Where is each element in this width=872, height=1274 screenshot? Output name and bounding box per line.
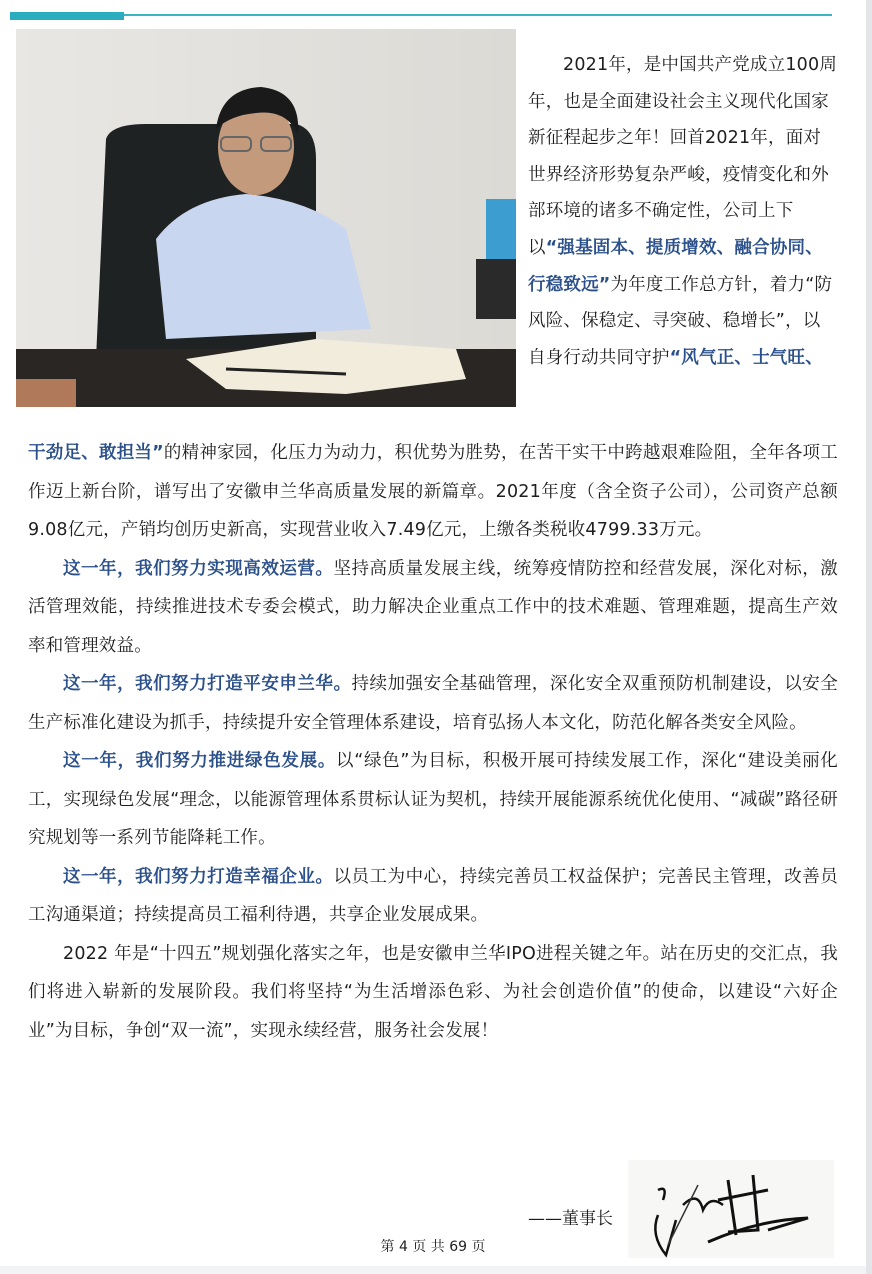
intro-highlight-policy: “强基固本、提质增效、融合协同、行稳致远” bbox=[528, 237, 823, 295]
intro-highlight-spirit-part: “风气正、士气旺、 bbox=[669, 347, 823, 368]
paragraph-text: 坚持高质量发展主线，统筹疫情防控和经营发展，深化对标，激活管理效能，持续推进技术专委会模式，助力解决企业重点工作中的技术难题、管理难题，提高生产效率和管理效益。 bbox=[28, 558, 838, 656]
paragraph-text: 以员工为中心，持续完善员工权益保护；完善民主管理，改善员工沟通渠道；持续提高员工福利待遇，共享企业发展成果。 bbox=[28, 866, 838, 925]
paragraph-text: 持续加强安全基础管理，深化安全双重预防机制建设，以安全生产标准化建设为抓手，持续提升安全管理体系建设，培育弘扬人本文化，防范化解各类安全风险。 bbox=[28, 674, 838, 733]
scrollbar[interactable] bbox=[866, 0, 872, 1274]
paragraph-heading: 这一年，我们努力实现高效运营。 bbox=[63, 558, 334, 579]
paragraph-text: 以“绿色”为目标，积极开展可持续发展工作，深化“建设美丽化工，实现绿色发展“理念，以能源管理体系贯标认证为契机，持续开展能源系统优化使用、“减碳”路径研究规划等一系列节能降耗工作。 bbox=[28, 751, 838, 848]
intro-text-a: 2021年，是中国共产党成立100周年，也是全面建设社会主义现代化国家新征程起步之年！回首2021年，面对世界经济形势复杂严峻，疫情变化和外部环境的诸多不确定性，公司上下以 bbox=[528, 55, 838, 258]
header-accent-bar bbox=[10, 12, 124, 20]
intro-text-b: 为年度工作总方针，着力“防风险、保稳定、寻突破、稳增长”，以自身行动共同守护 bbox=[528, 274, 833, 368]
paragraph-welfare bbox=[28, 858, 838, 935]
page-number: 第 4 页 共 69 页 bbox=[380, 1239, 486, 1255]
paragraph-heading: 这一年，我们努力推进绿色发展。 bbox=[63, 751, 336, 771]
chairman-photo bbox=[16, 29, 516, 407]
photo-illustration bbox=[16, 29, 516, 407]
paragraph-closing: 2022 年是“十四五”规划强化落实之年，也是安徽申兰华IPO进程关键之年。站在历史的交汇点，我们将进入崭新的发展阶段。我们将坚持“为生活增添色彩、为社会创造价值”的使命，以建设“六好企业”为目标，争创“双一流”，实现永续经营，服务社会发展！ bbox=[28, 943, 838, 1041]
intro-paragraph bbox=[528, 47, 838, 376]
paragraph-heading: 这一年，我们努力打造幸福企业。 bbox=[63, 866, 334, 887]
header-rule-line bbox=[124, 14, 832, 16]
intro-highlight-spirit-rest: 干劲足、敢担当” bbox=[28, 443, 164, 463]
main-body bbox=[28, 434, 838, 1050]
intro-side-column bbox=[528, 47, 838, 376]
paragraph-operations bbox=[28, 550, 838, 666]
intro-text-c: 的精神家园，化压力为动力，积优势为胜势，在苦干实干中跨越艰难险阻，全年各项工作迈上新台阶，谱写出了安徽申兰华高质量发展的新篇章。2021年度（含全资子公司），公司资产总额9.08亿元，产销均创历史新高，实现营业收入7.49亿元，上缴各类税收4799.33万元。 bbox=[28, 443, 838, 540]
signature-label: ——董事长 bbox=[528, 1209, 613, 1229]
paragraph-heading: 这一年，我们努力打造平安申兰华。 bbox=[63, 674, 352, 694]
paragraph-green bbox=[28, 742, 838, 858]
intro-continuation bbox=[28, 434, 838, 550]
paragraph-safety bbox=[28, 665, 838, 742]
